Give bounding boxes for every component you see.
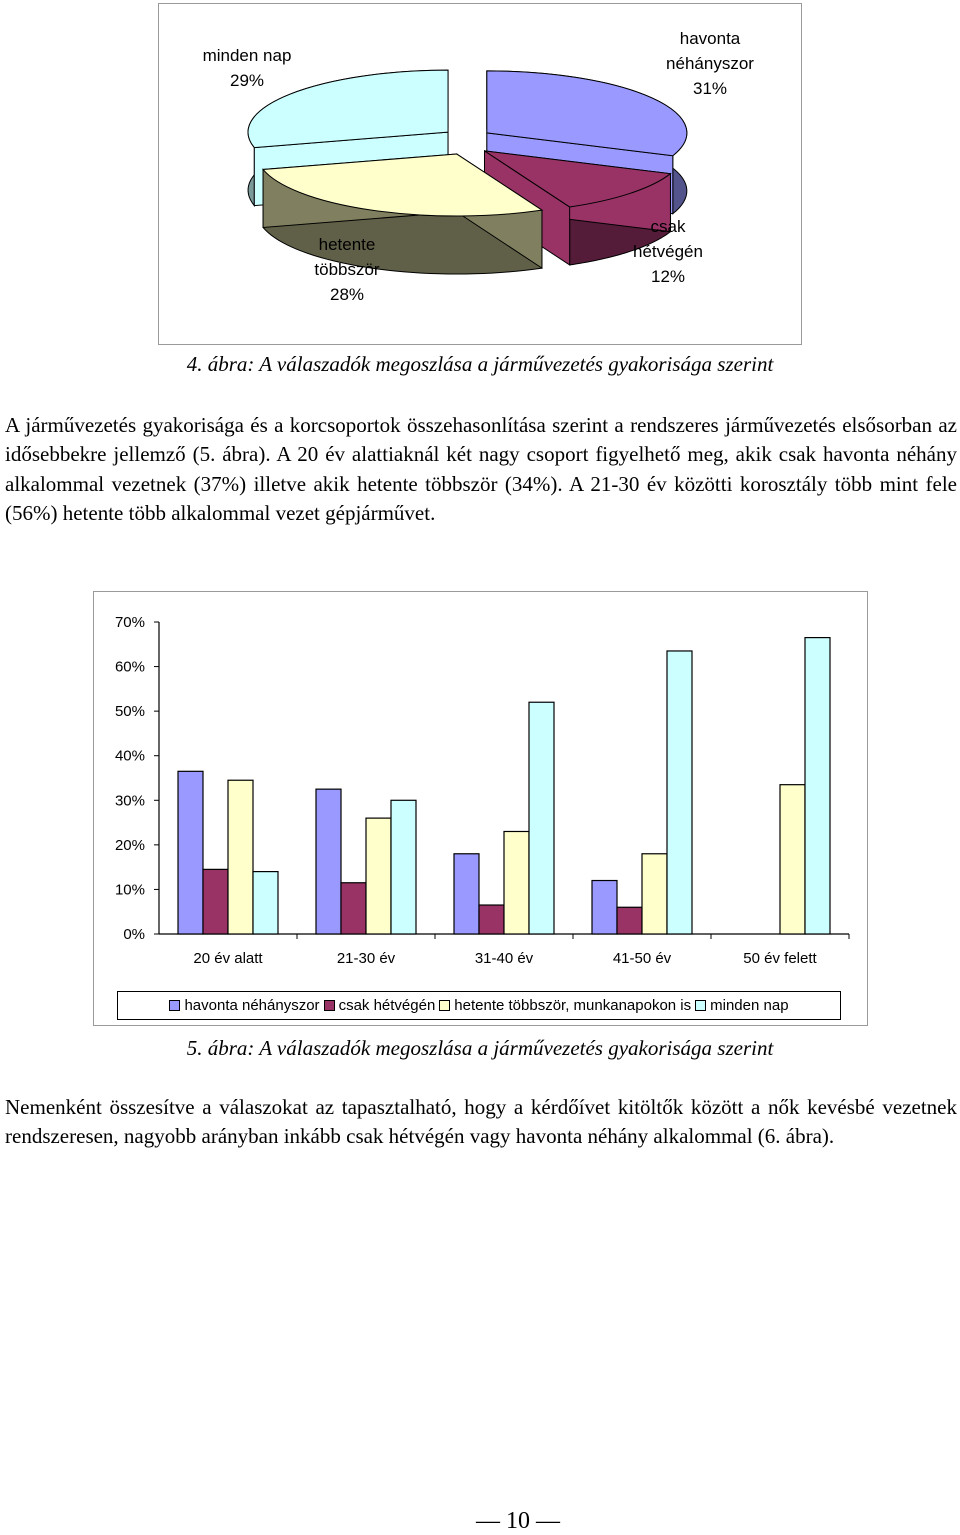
bar	[805, 638, 830, 934]
figure4-caption: 4. ábra: A válaszadók megoszlása a járművezetés gyakorisága szerint	[186, 352, 774, 376]
legend-label-mindennap: minden nap	[710, 997, 789, 1014]
page-number-dash-right: —	[536, 1508, 560, 1534]
paragraph-2: Nemenként összesítve a válaszokat az tapasztalható, hogy a kérdőívet kitöltők között a nők kevésbé vezetnek rendszeresen, nagyobb arányban inkább csak hétvégén vagy havonta néhány alkalommal (6. ábra).	[5, 1095, 957, 1149]
bar	[592, 881, 617, 934]
legend-swatch-hetvegen	[324, 1000, 335, 1011]
pie-label-line: hetente	[318, 235, 376, 254]
y-tick-label: 20%	[114, 836, 145, 854]
pie-chart-frame	[158, 3, 802, 345]
legend-swatch-hetente	[439, 1000, 450, 1011]
bar	[529, 702, 554, 934]
legend-label-havonta: havonta néhányszor	[184, 997, 320, 1014]
legend-item-mindennap	[695, 997, 788, 1014]
y-tick-label: 30%	[114, 792, 145, 810]
bar	[454, 854, 479, 934]
pie-label-2	[314, 235, 380, 304]
y-tick-label: 70%	[114, 614, 145, 631]
bar	[366, 818, 391, 934]
bar	[228, 780, 253, 934]
pie-label-line: néhányszor	[666, 54, 754, 73]
pie-label-line: csak	[650, 217, 686, 236]
y-tick-label: 60%	[114, 658, 145, 676]
bar	[479, 905, 504, 934]
legend-label-hetvegen: csak hétvégén	[338, 997, 436, 1014]
bar	[642, 854, 667, 934]
bar-chart-legend	[117, 991, 841, 1020]
legend-swatch-havonta	[169, 1000, 180, 1011]
x-tick-label: 21-30 év	[336, 950, 396, 967]
pie-label-3	[203, 46, 292, 90]
bar	[780, 785, 805, 934]
x-tick-label: 41-50 év	[612, 950, 672, 967]
pie-label-line: 12%	[650, 267, 686, 286]
bar	[667, 651, 692, 934]
x-tick-label: 50 év felett	[743, 950, 817, 967]
pie-label-line: 29%	[229, 71, 265, 90]
bar	[178, 771, 203, 934]
x-tick-label: 20 év alatt	[193, 950, 263, 967]
pie-label-line: hétvégén	[633, 242, 703, 261]
legend-item-hetente	[439, 997, 691, 1014]
y-tick-label: 50%	[114, 703, 145, 721]
legend-swatch-mindennap	[695, 1000, 706, 1011]
pie-label-line: havonta	[679, 29, 741, 48]
bar	[504, 831, 529, 934]
bar	[316, 789, 341, 934]
bar	[253, 872, 278, 934]
bar	[391, 800, 416, 934]
page-number-value: 10	[506, 1508, 530, 1534]
bar-chart	[94, 592, 867, 1025]
figure5-caption: 5. ábra: A válaszadók megoszlása a járművezetés gyakorisága szerint	[186, 1036, 774, 1060]
bar	[617, 907, 642, 934]
paragraph-1: A járművezetés gyakorisága és a korcsoportok összehasonlítása szerint a rendszeres járművezetés elsősorban az idősebbekre jellemző (5. ábra). A 20 év alattiaknál két nagy csoport figyelhető meg, akik csak havonta néhány alkalommal vezetnek (37%) illetve akik hetente többször (34%). A 21-30 év közötti korosztály több mint fele (56%) hetente több alkalommal vezet gépjárművet.	[5, 413, 957, 525]
page-number-dash-left: —	[476, 1508, 500, 1534]
page-number	[0, 1508, 960, 1535]
pie-label-0	[666, 29, 754, 98]
bar	[341, 883, 366, 934]
pie-label-line: 28%	[329, 285, 365, 304]
bar	[203, 869, 228, 934]
legend-item-havonta	[169, 997, 319, 1014]
pie-label-line: minden nap	[202, 46, 292, 65]
legend-label-hetente: hetente többször, munkanapokon is	[454, 997, 692, 1014]
pie-label-line: többször	[314, 260, 380, 279]
pie-chart	[159, 4, 801, 344]
y-tick-label: 40%	[114, 747, 145, 765]
y-tick-label: 0%	[123, 926, 145, 943]
legend-item-hetvegen	[324, 997, 436, 1014]
y-tick-label: 10%	[114, 881, 145, 899]
pie-label-line: 31%	[692, 79, 728, 98]
x-tick-label: 31-40 év	[474, 950, 534, 967]
bar-chart-frame	[93, 591, 868, 1026]
